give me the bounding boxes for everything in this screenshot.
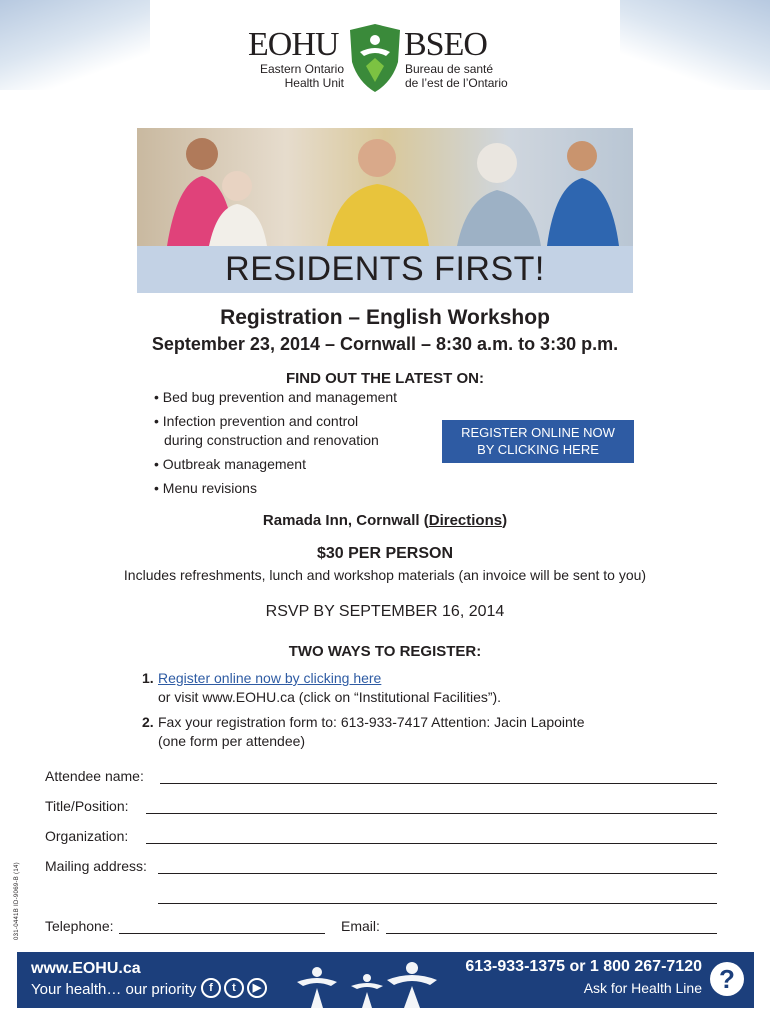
list-item: • Infection prevention and control during construction and renovation xyxy=(154,413,379,448)
mailing-address-field[interactable] xyxy=(158,873,717,874)
venue: Ramada Inn, Cornwall (Directions) xyxy=(262,512,508,529)
telephone-field[interactable] xyxy=(119,933,325,934)
mailing-address-field-2[interactable] xyxy=(158,903,717,904)
register-steps: 1. Register online now by clicking here or visit www.EOHU.ca (click on “Institutional Facilities”). 2. Fax your registration form to: 613-933-7417 Attention: Jacin Lapointe (one form per attendee) xyxy=(142,670,585,749)
footer-tagline: Your health… our priority xyxy=(31,981,197,998)
eohu-logo xyxy=(240,22,530,94)
residents-photo xyxy=(137,128,633,246)
topics-list xyxy=(154,388,397,503)
logo-subtitle-french: Bureau de santé de l’est de l’Ontario xyxy=(405,62,508,90)
footer-figures-graphic xyxy=(287,952,457,1008)
price-includes: Includes refreshments, lunch and workshop materials (an invoice will be sent to you) xyxy=(123,567,647,583)
rsvp-deadline: RSVP BY SEPTEMBER 16, 2014 xyxy=(265,603,505,620)
facebook-icon[interactable]: f xyxy=(201,978,221,998)
phone-number: 613-933-1375 or 1 800 267-7120 xyxy=(465,958,702,975)
twitter-icon[interactable]: t xyxy=(224,978,244,998)
title-position-field[interactable] xyxy=(146,813,717,814)
corner-decoration-left xyxy=(0,0,150,90)
document-code: 031-0441B ID-9069-B (14) xyxy=(14,862,20,940)
email-label: Email: xyxy=(341,918,380,934)
attendee-name-field[interactable] xyxy=(160,783,717,784)
logo-shield-icon xyxy=(346,22,404,94)
logo-name-english: EOHU xyxy=(248,26,339,63)
footer-bar xyxy=(17,952,754,1008)
step-1: 1. Register online now by clicking here xyxy=(142,670,382,686)
directions-link[interactable]: Directions xyxy=(428,512,503,529)
register-online-button[interactable]: REGISTER ONLINE NOW BY CLICKING HERE xyxy=(442,420,634,463)
logo-name-french: BSEO xyxy=(404,26,487,63)
list-item: • Menu revisions xyxy=(154,480,257,496)
page-title: Registration – English Workshop xyxy=(220,306,550,329)
website-link[interactable]: www.EOHU.ca xyxy=(31,960,141,977)
corner-decoration-right xyxy=(620,0,770,90)
attendee-name-label: Attendee name: xyxy=(45,768,144,784)
step-2: 2. Fax your registration form to: 613-933-7417 Attention: Jacin Lapointe xyxy=(142,714,585,730)
email-field[interactable] xyxy=(386,933,717,934)
telephone-label: Telephone: xyxy=(45,918,114,934)
price: $30 PER PERSON xyxy=(316,545,454,562)
banner xyxy=(137,246,633,293)
event-date-line: September 23, 2014 – Cornwall – 8:30 a.m. to 3:30 p.m. xyxy=(151,334,619,354)
mailing-address-label: Mailing address: xyxy=(45,858,147,874)
list-item: • Bed bug prevention and management xyxy=(154,389,398,405)
organization-label: Organization: xyxy=(45,828,129,844)
title-position-label: Title/Position: xyxy=(45,798,129,814)
list-item: • Outbreak management xyxy=(154,456,306,472)
organization-field[interactable] xyxy=(146,843,717,844)
banner-title: RESIDENTS FIRST! xyxy=(225,250,545,288)
help-icon[interactable]: ? xyxy=(710,962,744,996)
register-ways-heading: TWO WAYS TO REGISTER: xyxy=(288,643,482,660)
youtube-icon[interactable]: ▶ xyxy=(247,978,267,998)
logo-subtitle-english: Eastern Ontario Health Unit xyxy=(259,62,344,90)
topics-heading: FIND OUT THE LATEST ON: xyxy=(285,370,485,387)
health-line-text: Ask for Health Line xyxy=(583,980,702,996)
register-online-link[interactable]: Register online now by clicking here xyxy=(158,670,382,686)
